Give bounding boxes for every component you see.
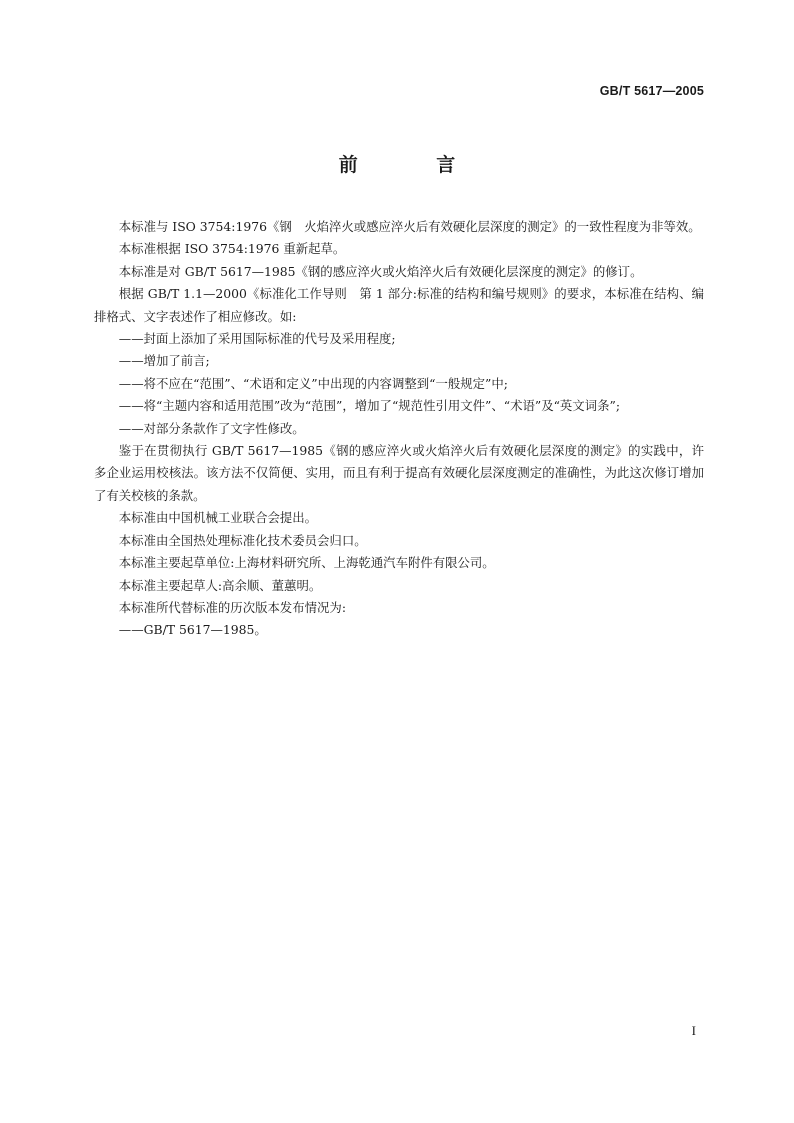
list-item: ——GB/T 5617—1985。 <box>118 622 267 638</box>
paragraph-format-changes: 根据 GB/T 1.1—2000《标准化工作导则 第 1 部分:标准的结构和编号规则》的要求，本标准在结构、编排格式、文字表述作了相应修改。如: <box>94 286 704 324</box>
list-item: ——对部分条款作了文字性修改。 <box>118 420 305 436</box>
list-item: ——增加了前言; <box>118 353 210 369</box>
standard-code: GB/T 5617—2005 <box>599 84 704 98</box>
paragraph-calibration: 鉴于在贯彻执行 GB/T 5617—1985《钢的感应淬火或火焰淬火后有效硬化层深度的测定》的实践中，许多企业运用校核法。该方法不仅简便、实用，而且有利于提高有效硬化层深度测定的准确性，为此这次修订增加了有关校核的条款。 <box>94 443 704 503</box>
paragraph-revision: 本标准是对 GB/T 5617—1985《钢的感应淬火或火焰淬火后有效硬化层深度的测定》的修订。 <box>118 263 643 279</box>
paragraph-drafters: 本标准主要起草人:高余顺、董蕙明。 <box>118 577 322 593</box>
paragraph-redrafted: 本标准根据 ISO 3754:1976 重新起草。 <box>118 241 346 257</box>
paragraph-administered-by: 本标准由全国热处理标准化技术委员会归口。 <box>118 532 367 548</box>
page-title: 前 言 <box>338 154 492 176</box>
paragraph-drafting-units: 本标准主要起草单位:上海材料研究所、上海乾通汽车附件有限公司。 <box>118 555 495 571</box>
list-item: ——封面上添加了采用国际标准的代号及采用程度; <box>118 331 396 347</box>
paragraph-history-intro: 本标准所代替标准的历次版本发布情况为: <box>118 599 347 615</box>
paragraph-equivalence: 本标准与 ISO 3754:1976《钢 火焰淬火或感应淬火后有效硬化层深度的测定》的一致性程度为非等效。 <box>118 219 701 234</box>
paragraph-proposed-by: 本标准由中国机械工业联合会提出。 <box>118 510 318 526</box>
page-number: I <box>691 1023 696 1038</box>
list-item: ——将不应在“范围”、“术语和定义”中出现的内容调整到“一般规定”中; <box>118 375 508 391</box>
list-item: ——将“主题内容和适用范围”改为“范围”，增加了“规范性引用文件”、“术语”及“英文词条”; <box>118 398 620 414</box>
foreword-body <box>94 216 704 642</box>
